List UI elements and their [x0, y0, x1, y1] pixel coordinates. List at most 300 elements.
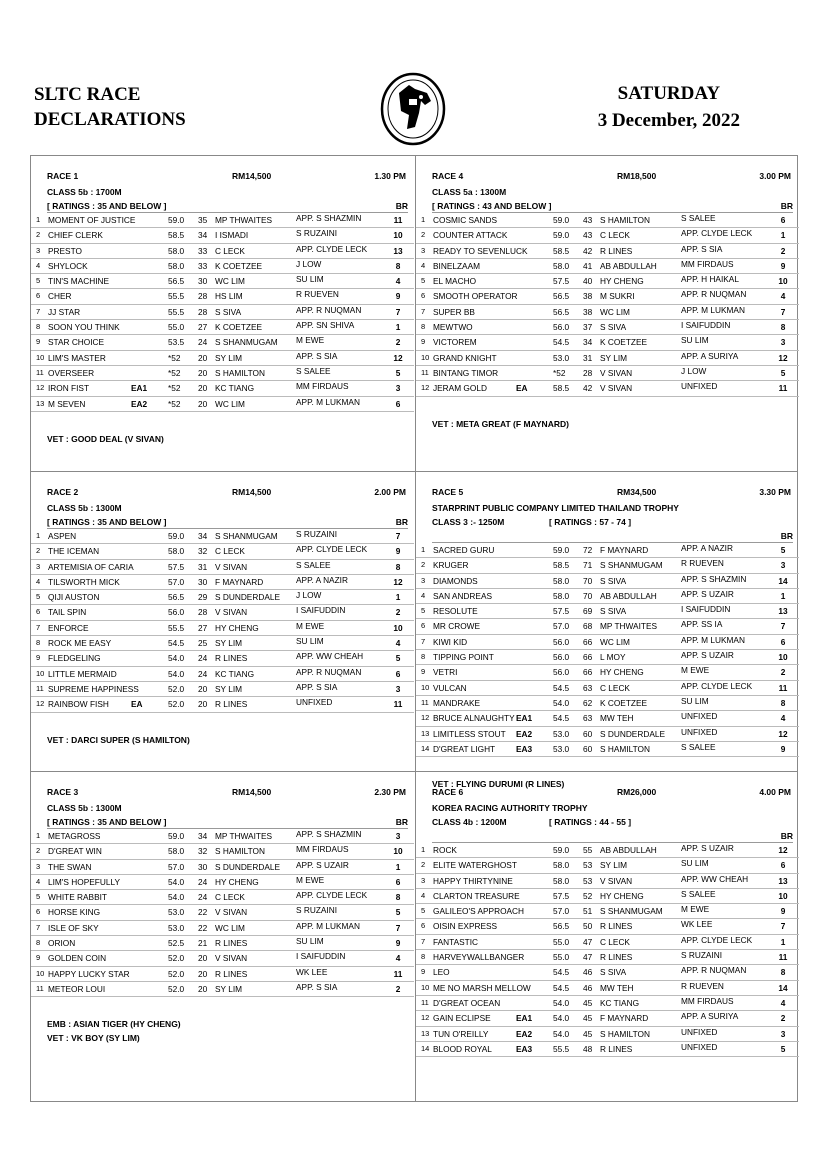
entry-code: EA	[131, 699, 143, 710]
barrier-draw: 13	[393, 245, 403, 256]
runner-number: 2	[421, 860, 426, 870]
weight: 59.0	[168, 215, 185, 225]
race-note: EMB : ASIAN TIGER (HY CHENG)	[47, 1019, 181, 1030]
horse-name: THE SWAN	[48, 861, 92, 872]
rating: 71	[583, 560, 593, 571]
trainer: APP. R NUQMAN	[296, 666, 362, 677]
runner-number: 6	[421, 291, 426, 301]
trainer: APP. M LUKMAN	[681, 304, 745, 315]
runner-number: 8	[36, 638, 41, 648]
barrier-draw: 4	[780, 997, 786, 1008]
weight: 54.0	[553, 697, 570, 708]
rating: 28	[198, 306, 208, 317]
barrier-draw: 3	[780, 337, 786, 348]
table-row	[416, 950, 799, 965]
barrier-draw: 7	[395, 531, 401, 541]
runner-number: 2	[421, 560, 426, 570]
entry-code: EA1	[131, 383, 148, 394]
runner-number: 2	[36, 230, 41, 240]
trainer: APP. S SIA	[296, 350, 338, 361]
runner-number: 8	[421, 652, 426, 662]
trainer: APP. CLYDE LECK	[681, 228, 753, 239]
jockey: F MAYNARD	[600, 545, 649, 555]
weight: 59.0	[553, 845, 570, 855]
race-card	[31, 472, 414, 786]
trainer: SU LIM	[296, 636, 324, 647]
trainer: APP. R NUQMAN	[296, 304, 362, 315]
trainer: APP. S UZAIR	[296, 859, 349, 870]
jockey: C LECK	[215, 546, 245, 557]
rating: 20	[198, 352, 208, 363]
jockey: WC LIM	[215, 922, 245, 933]
weight: 54.5	[168, 638, 185, 649]
race-trophy: STARPRINT PUBLIC COMPANY LIMITED THAILAND TROPHY	[432, 503, 679, 513]
barrier-draw: 4	[780, 713, 786, 724]
runner-number: 10	[421, 352, 430, 362]
trainer: APP. CLYDE LECK	[296, 544, 368, 555]
trainer: SU LIM	[296, 274, 324, 285]
trainer: APP. S SIA	[296, 981, 338, 992]
horse-name: TIPPING POINT	[433, 652, 494, 663]
weight: 53.0	[553, 743, 570, 754]
rating: 20	[198, 699, 208, 710]
barrier-draw: 5	[780, 1043, 786, 1054]
runner-number: 5	[36, 592, 41, 602]
barrier-draw: 3	[395, 831, 401, 841]
barrier-draw: 14	[778, 575, 788, 586]
race-purse: RM14,500	[232, 171, 272, 181]
runner-number: 6	[36, 907, 41, 917]
jockey: AB ABDULLAH	[600, 260, 657, 271]
weight: 58.0	[553, 590, 570, 601]
trainer: S SALEE	[296, 365, 331, 376]
horse-name: METEOR LOUI	[48, 983, 106, 994]
weight: 59.0	[168, 831, 185, 841]
rating: 21	[198, 938, 208, 949]
weight: 59.0	[553, 230, 570, 241]
rating: 43	[583, 230, 593, 241]
runner-number: 10	[421, 682, 430, 692]
rating: 20	[198, 383, 208, 394]
horse-name: CHER	[48, 291, 72, 302]
table-row	[31, 905, 414, 920]
table-row	[31, 875, 414, 890]
rating: 20	[198, 683, 208, 694]
trainer: S SALEE	[296, 559, 331, 570]
weight: 56.5	[168, 276, 185, 287]
rating: 31	[583, 352, 593, 363]
weight: 53.5	[168, 337, 185, 348]
runner-table	[416, 213, 799, 397]
trainer: APP. CLYDE LECK	[296, 243, 368, 254]
table-row	[31, 289, 414, 304]
runner-number: 11	[421, 997, 429, 1007]
rating: 38	[583, 291, 593, 302]
trainer: M EWE	[296, 335, 325, 346]
race-note: VET : GOOD DEAL (V SIVAN)	[47, 433, 164, 444]
trainer: S RUZAINI	[296, 529, 338, 539]
runner-number: 7	[36, 622, 41, 632]
table-row	[31, 560, 414, 575]
jockey: S HAMILTON	[600, 215, 650, 225]
jockey: C LECK	[600, 936, 630, 947]
table-row	[416, 259, 799, 274]
runner-number: 12	[421, 713, 430, 723]
horse-name: LIMITLESS STOUT	[433, 728, 506, 739]
runner-number: 13	[421, 728, 430, 738]
rating: 60	[583, 743, 593, 754]
trainer: UNFIXED	[296, 697, 333, 708]
horse-name: OVERSEER	[48, 367, 95, 378]
runner-number: 3	[421, 875, 426, 885]
barrier-draw: 2	[780, 667, 786, 678]
horse-name: READY TO SEVENLUCK	[433, 245, 528, 256]
trainer: APP. S SHAZMIN	[681, 573, 747, 584]
runner-number: 1	[421, 845, 426, 854]
table-row	[31, 351, 414, 366]
horse-name: GRAND KNIGHT	[433, 352, 497, 363]
rating: 52	[583, 890, 593, 901]
jockey: S SIVA	[600, 967, 627, 978]
weight: 56.5	[553, 291, 570, 302]
runner-number: 4	[36, 260, 41, 270]
jockey: F MAYNARD	[215, 576, 264, 587]
horse-name: ROCK	[433, 845, 457, 855]
rating: 46	[583, 967, 593, 978]
table-row	[416, 335, 799, 350]
barrier-header: BR	[780, 531, 793, 541]
horse-name: ISLE OF SKY	[48, 922, 99, 933]
runner-number: 3	[36, 561, 41, 571]
race-class: CLASS 5b : 1300M	[47, 503, 122, 513]
weight: 59.0	[168, 531, 185, 541]
runner-number: 10	[421, 982, 430, 992]
runner-number: 12	[36, 699, 45, 709]
jockey: F MAYNARD	[600, 1013, 649, 1024]
barrier-draw: 1	[780, 230, 786, 241]
runner-table	[31, 829, 414, 997]
horse-name: VICTOREM	[433, 337, 477, 348]
rating: 20	[198, 953, 208, 964]
trainer: I SAIFUDDIN	[681, 604, 731, 615]
table-row	[416, 843, 799, 858]
weight: 59.0	[553, 545, 570, 555]
race-card	[31, 156, 414, 470]
rating: 24	[198, 337, 208, 348]
runner-number: 6	[421, 621, 426, 631]
horse-name: MR CROWE	[433, 621, 481, 632]
runner-number: 8	[421, 952, 426, 962]
weight: 56.5	[553, 921, 570, 932]
weight: 52.0	[168, 699, 185, 710]
weight: 58.5	[553, 560, 570, 571]
weight: 54.0	[168, 668, 185, 679]
table-row	[416, 650, 799, 665]
table-row	[31, 544, 414, 559]
jockey: S DUNDERDALE	[215, 592, 281, 603]
barrier-draw: 8	[395, 892, 401, 903]
trainer: APP. A SURIYA	[681, 1011, 739, 1022]
horse-name: SOON YOU THINK	[48, 322, 120, 333]
runner-number: 11	[36, 683, 44, 693]
barrier-draw: 11	[393, 968, 403, 979]
trainer: APP. S UZAIR	[681, 650, 734, 661]
weight: 55.0	[553, 936, 570, 947]
race-title: RACE 4	[432, 171, 464, 181]
table-row	[416, 574, 799, 589]
horse-name: FLEDGELING	[48, 653, 101, 664]
weight: 58.0	[553, 860, 570, 871]
jockey: KC TIANG	[215, 383, 255, 394]
horse-name: D'GREAT OCEAN	[433, 997, 501, 1008]
trainer: APP. H HAIKAL	[681, 274, 739, 285]
table-row	[416, 244, 799, 259]
runner-number: 14	[421, 743, 430, 753]
runner-number: 6	[36, 607, 41, 617]
runner-number: 8	[36, 938, 41, 948]
horse-name: LITTLE MERMAID	[48, 668, 117, 679]
jockey: R LINES	[600, 952, 633, 963]
barrier-draw: 12	[393, 352, 403, 363]
rating: 29	[198, 592, 208, 603]
runner-table	[31, 529, 414, 713]
weight: 56.5	[168, 592, 185, 603]
weight: 54.5	[553, 337, 570, 348]
rating: 70	[583, 575, 593, 586]
race-note: VET : FLYING DURUMI (R LINES)	[432, 779, 565, 790]
table-row	[31, 921, 414, 936]
race-title: RACE 2	[47, 487, 79, 497]
horse-name: LEO	[433, 967, 450, 978]
runner-number: 9	[36, 337, 41, 347]
race-time: 4.00 PM	[759, 787, 791, 797]
barrier-draw: 10	[393, 622, 403, 633]
runner-number: 7	[36, 306, 41, 316]
barrier-draw: 3	[395, 683, 401, 694]
table-row	[416, 996, 799, 1011]
weight: 53.0	[553, 352, 570, 363]
runner-number: 13	[421, 1028, 430, 1038]
weight: 55.5	[168, 622, 185, 633]
weight: 54.0	[168, 892, 185, 903]
rating: 43	[583, 215, 593, 225]
trainer: UNFIXED	[681, 1041, 718, 1052]
horse-name: D'GREAT WIN	[48, 846, 102, 857]
barrier-draw: 11	[393, 699, 403, 710]
horse-name: TILSWORTH MICK	[48, 576, 120, 587]
rating: 46	[583, 982, 593, 993]
table-row	[416, 589, 799, 604]
trainer: S RUZAINI	[681, 950, 723, 961]
trainer: SU LIM	[681, 858, 709, 869]
weight: 55.0	[553, 952, 570, 963]
rating: 35	[198, 215, 208, 225]
jockey: I ISMADI	[215, 230, 249, 241]
rating: 63	[583, 682, 593, 693]
runner-number: 2	[36, 546, 41, 556]
barrier-draw: 6	[395, 668, 401, 679]
horse-name: VETRI	[433, 667, 458, 678]
barrier-draw: 8	[780, 967, 786, 978]
jockey: R LINES	[215, 653, 248, 664]
rating: 28	[583, 367, 593, 378]
race-title: RACE 3	[47, 787, 79, 797]
jockey: WC LIM	[600, 636, 630, 647]
rating: 24	[198, 892, 208, 903]
jockey: V SIVAN	[215, 561, 248, 572]
entry-code: EA3	[516, 1043, 533, 1054]
race-ratings: [ RATINGS : 43 AND BELOW ]	[432, 201, 552, 211]
barrier-draw: 7	[395, 922, 401, 933]
barrier-draw: 2	[395, 337, 401, 348]
table-row	[31, 890, 414, 905]
runner-number: 4	[421, 890, 426, 900]
barrier-draw: 14	[778, 982, 788, 993]
race-ratings: [ RATINGS : 35 AND BELOW ]	[47, 517, 167, 527]
weight: *52	[168, 367, 181, 378]
weight: 56.0	[168, 607, 185, 618]
barrier-draw: 9	[780, 260, 786, 271]
jockey: MP THWAITES	[215, 215, 273, 225]
horse-name: COUNTER ATTACK	[433, 230, 508, 241]
trainer: APP. R NUQMAN	[681, 965, 747, 976]
weight: 59.0	[553, 215, 570, 225]
rating: 55	[583, 845, 593, 855]
runner-number: 7	[421, 936, 426, 946]
weight: 52.0	[168, 968, 185, 979]
table-row	[31, 605, 414, 620]
horse-name: FANTASTIC	[433, 936, 479, 947]
rating: 38	[583, 306, 593, 317]
entry-code: EA2	[131, 398, 148, 409]
jockey: SY LIM	[215, 638, 243, 649]
rating: 47	[583, 952, 593, 963]
barrier-header: BR	[780, 831, 793, 841]
jockey: HY CHENG	[600, 667, 644, 678]
table-row	[31, 682, 414, 697]
horse-name: SHYLOCK	[48, 260, 88, 271]
weight: 58.0	[553, 575, 570, 586]
table-row	[416, 981, 799, 996]
horse-name: ARTEMISIA OF CARIA	[48, 561, 134, 572]
horse-name: ORION	[48, 938, 76, 949]
weight: 58.0	[553, 875, 570, 886]
weight: *52	[553, 367, 566, 378]
barrier-draw: 13	[778, 875, 788, 886]
horse-name: MEWTWO	[433, 322, 473, 333]
jockey: S DUNDERDALE	[215, 861, 281, 872]
weight: 53.0	[168, 922, 185, 933]
jockey: S SHANMUGAM	[215, 337, 278, 348]
horse-name: MANDRAKE	[433, 697, 481, 708]
rating: 40	[583, 276, 593, 287]
trainer: M EWE	[681, 665, 710, 676]
barrier-draw: 9	[395, 546, 401, 557]
rating: 20	[198, 983, 208, 994]
horse-name: BLOOD ROYAL	[433, 1043, 492, 1054]
barrier-draw: 7	[780, 621, 786, 632]
race-class: CLASS 5b : 1700M	[47, 187, 122, 197]
trainer: S SALEE	[681, 741, 716, 752]
race-note: VET : DARCI SUPER (S HAMILTON)	[47, 734, 190, 745]
trainer: APP. WW CHEAH	[681, 873, 749, 884]
table-row	[416, 727, 799, 742]
barrier-draw: 11	[778, 952, 788, 963]
horse-name: ELITE WATERGHOST	[433, 860, 517, 871]
table-row	[31, 529, 414, 544]
rating: 62	[583, 697, 593, 708]
runner-number: 1	[36, 831, 41, 840]
horse-name: HORSE KING	[48, 907, 101, 918]
table-row	[416, 228, 799, 243]
rating: 30	[198, 276, 208, 287]
rating: 22	[198, 907, 208, 918]
runner-number: 5	[36, 276, 41, 286]
barrier-draw: 1	[395, 861, 401, 872]
table-row	[31, 259, 414, 274]
race-title: RACE 6	[432, 787, 464, 797]
table-row	[416, 366, 799, 381]
table-row	[31, 936, 414, 951]
jockey: S HAMILTON	[215, 846, 265, 857]
table-row	[416, 711, 799, 726]
entry-code: EA	[516, 383, 528, 394]
horse-name: TAIL SPIN	[48, 607, 87, 618]
rating: 34	[198, 831, 208, 841]
race-time: 1.30 PM	[374, 171, 406, 181]
weight: 52.0	[168, 983, 185, 994]
table-row	[31, 844, 414, 859]
runner-number: 5	[36, 892, 41, 902]
table-row	[416, 213, 799, 228]
runner-number: 10	[36, 668, 45, 678]
runner-number: 4	[421, 260, 426, 270]
barrier-header: BR	[395, 201, 408, 211]
jockey: S HAMILTON	[215, 367, 265, 378]
horse-name: LIM'S MASTER	[48, 352, 106, 363]
weight: 57.0	[168, 861, 185, 872]
trainer: SU LIM	[681, 695, 709, 706]
barrier-draw: 9	[780, 743, 786, 754]
horse-name: HAPPY LUCKY STAR	[48, 968, 130, 979]
weight: 56.0	[553, 652, 570, 663]
rating: 30	[198, 576, 208, 587]
runner-number: 4	[36, 576, 41, 586]
weight: 54.5	[553, 982, 570, 993]
entry-code: EA2	[516, 1028, 533, 1039]
weight: 56.5	[553, 306, 570, 317]
runner-number: 1	[36, 215, 41, 224]
weight: 54.5	[553, 682, 570, 693]
trainer: APP. CLYDE LECK	[681, 680, 753, 691]
rating: 25	[198, 638, 208, 649]
table-row	[416, 742, 799, 757]
jockey: C LECK	[215, 245, 245, 256]
table-row	[31, 967, 414, 982]
header-right	[598, 80, 740, 134]
table-row	[416, 635, 799, 650]
weight: 57.0	[553, 906, 570, 917]
trainer: UNFIXED	[681, 711, 718, 722]
table-row	[31, 667, 414, 682]
rating: 41	[583, 260, 593, 271]
barrier-header: BR	[395, 817, 408, 827]
runner-number: 6	[421, 921, 426, 931]
rating: 53	[583, 875, 593, 886]
trainer: UNFIXED	[681, 726, 718, 737]
race-grid	[30, 155, 798, 1102]
table-row	[31, 651, 414, 666]
